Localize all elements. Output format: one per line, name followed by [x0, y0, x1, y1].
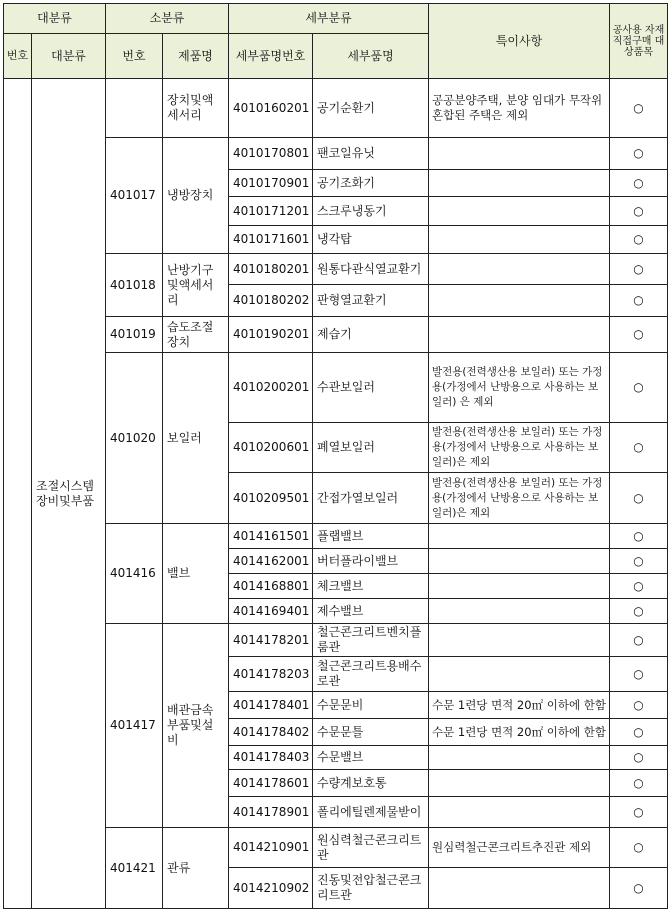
detail-name-cell: 간접가열보일러 [313, 473, 429, 524]
detail-code-cell: 4014210902 [229, 868, 313, 909]
remark-cell [429, 524, 610, 549]
purchase-mark-cell: ○ [610, 599, 668, 624]
purchase-mark-cell: ○ [610, 226, 668, 254]
purchase-mark-cell: ○ [610, 79, 668, 138]
remark-cell [429, 624, 610, 657]
minor-number-cell: 401017 [106, 138, 163, 254]
purchase-mark-cell: ○ [610, 657, 668, 692]
minor-group-header: 소분류 [106, 4, 229, 34]
detail-code-cell: 4014178201 [229, 624, 313, 657]
remark-cell: 발전용(전력생산용 보일러) 또는 가정용(가정에서 난방용으로 사용하는 보일러)은 제외 [429, 473, 610, 524]
minor-name-cell: 습도조절장치 [163, 317, 229, 353]
detail-code-cell: 4010170801 [229, 138, 313, 170]
detail-group-header: 세부분류 [229, 4, 429, 34]
purchase-mark-cell: ○ [610, 770, 668, 797]
detail-name-cell: 폐열보일러 [313, 423, 429, 473]
purchase-mark-cell: ○ [610, 868, 668, 909]
remark-cell [429, 599, 610, 624]
purchase-mark-cell: ○ [610, 254, 668, 285]
detail-name-cell: 스크루냉동기 [313, 197, 429, 226]
purchase-mark-cell: ○ [610, 524, 668, 549]
detail-name-cell: 버터플라이밸브 [313, 549, 429, 574]
purchase-mark-cell: ○ [610, 473, 668, 524]
minor-name-cell: 관류 [163, 828, 229, 909]
detail-number-header: 세부품명번호 [229, 34, 313, 79]
detail-name-cell: 폴리에틸렌제물받이 [313, 797, 429, 828]
minor-name-cell: 보일러 [163, 353, 229, 524]
detail-code-cell: 4010171601 [229, 226, 313, 254]
detail-name-cell: 공기순환기 [313, 79, 429, 138]
remark-cell [429, 657, 610, 692]
remark-cell [429, 797, 610, 828]
remark-cell [429, 317, 610, 353]
detail-code-cell: 4010200201 [229, 353, 313, 423]
detail-code-cell: 4010200601 [229, 423, 313, 473]
minor-number-cell [106, 79, 163, 138]
remark-cell: 발전용(전력생산용 보일러) 또는 가정용(가정에서 난방용으로 사용하는 보일러)은 제외 [429, 423, 610, 473]
detail-code-cell: 4014178601 [229, 770, 313, 797]
purchase-mark-cell: ○ [610, 317, 668, 353]
remark-cell [429, 226, 610, 254]
minor-name-cell: 냉방장치 [163, 138, 229, 254]
detail-code-cell: 4014178401 [229, 692, 313, 719]
major-name-header: 대분류 [32, 34, 106, 79]
detail-name-cell: 냉각탑 [313, 226, 429, 254]
detail-code-cell: 4010171201 [229, 197, 313, 226]
minor-number-cell: 401417 [106, 624, 163, 828]
group-name-cell: 조절시스템장비및부품 [32, 79, 106, 909]
purchase-mark-cell: ○ [610, 746, 668, 770]
remark-cell: 발전용(전력생산용 보일러) 또는 가정용(가정에서 난방용으로 사용하는 보일러) 은 제외 [429, 353, 610, 423]
minor-name-cell: 밸브 [163, 524, 229, 624]
detail-name-cell: 팬코일유닛 [313, 138, 429, 170]
detail-code-cell: 4014178402 [229, 719, 313, 746]
minor-number-cell: 401020 [106, 353, 163, 524]
detail-name-cell: 수문문틀 [313, 719, 429, 746]
detail-name-cell: 진동및전압철근콘크리트관 [313, 868, 429, 909]
minor-number-cell: 401421 [106, 828, 163, 909]
detail-code-cell: 4014162001 [229, 549, 313, 574]
detail-code-cell: 4010170901 [229, 170, 313, 197]
purchase-mark-cell: ○ [610, 624, 668, 657]
product-classification-sheet [3, 3, 668, 909]
detail-name-cell: 제수밸브 [313, 599, 429, 624]
remark-cell [429, 197, 610, 226]
detail-name-cell: 철근콘크리트벤치플룸관 [313, 624, 429, 657]
purchase-mark-cell: ○ [610, 797, 668, 828]
remark-cell [429, 170, 610, 197]
purchase-mark-cell: ○ [610, 719, 668, 746]
remark-cell: 공공분양주택, 분양 임대가 무작위 혼합된 주택은 제외 [429, 79, 610, 138]
detail-code-cell: 4014169401 [229, 599, 313, 624]
remark-cell [429, 138, 610, 170]
purchase-mark-cell: ○ [610, 423, 668, 473]
remark-cell [429, 549, 610, 574]
remark-cell [429, 746, 610, 770]
product-name-header: 제품명 [163, 34, 229, 79]
minor-number-cell: 401416 [106, 524, 163, 624]
purchase-mark-cell: ○ [610, 170, 668, 197]
purchase-mark-cell: ○ [610, 574, 668, 599]
header-row-top [4, 4, 668, 34]
detail-name-header: 세부품명 [313, 34, 429, 79]
purchase-mark-cell: ○ [610, 138, 668, 170]
detail-code-cell: 4010160201 [229, 79, 313, 138]
classification-table [3, 3, 668, 909]
minor-name-cell: 배관금속부품및설비 [163, 624, 229, 828]
remark-cell [429, 770, 610, 797]
detail-code-cell: 4010180202 [229, 285, 313, 317]
detail-name-cell: 수문밸브 [313, 746, 429, 770]
purchase-mark-cell: ○ [610, 549, 668, 574]
minor-number-cell: 401019 [106, 317, 163, 353]
detail-name-cell: 제습기 [313, 317, 429, 353]
number-header: 번호 [4, 34, 32, 79]
remark-cell [429, 285, 610, 317]
remarks-header: 특이사항 [429, 4, 610, 79]
minor-name-cell: 장치및액세서리 [163, 79, 229, 138]
detail-code-cell: 4010180201 [229, 254, 313, 285]
group-number-cell [4, 79, 32, 909]
remark-cell [429, 574, 610, 599]
detail-name-cell: 철근콘크리트용배수로관 [313, 657, 429, 692]
purchase-mark-cell: ○ [610, 353, 668, 423]
detail-code-cell: 4014210901 [229, 828, 313, 868]
purchase-mark-cell: ○ [610, 285, 668, 317]
detail-name-cell: 원통다관식열교환기 [313, 254, 429, 285]
detail-name-cell: 플랩밸브 [313, 524, 429, 549]
minor-name-cell: 난방기구및액세서리 [163, 254, 229, 317]
detail-code-cell: 4014161501 [229, 524, 313, 549]
detail-name-cell: 판형열교환기 [313, 285, 429, 317]
major-group-header: 대분류 [4, 4, 106, 34]
direct-purchase-header: 공사용 자재 직접구매 대상품목 [610, 4, 668, 79]
purchase-mark-cell: ○ [610, 692, 668, 719]
detail-code-cell: 4010209501 [229, 473, 313, 524]
detail-name-cell: 수문문비 [313, 692, 429, 719]
purchase-mark-cell: ○ [610, 828, 668, 868]
remark-cell [429, 868, 610, 909]
detail-name-cell: 원심력철근콘크리트관 [313, 828, 429, 868]
detail-code-cell: 4014178203 [229, 657, 313, 692]
detail-code-cell: 4014178403 [229, 746, 313, 770]
remark-cell: 수문 1련당 면적 20㎡ 이하에 한함 [429, 719, 610, 746]
detail-code-cell: 4014168801 [229, 574, 313, 599]
detail-name-cell: 체크밸브 [313, 574, 429, 599]
remark-cell: 원심력철근콘크리트추진관 제외 [429, 828, 610, 868]
detail-name-cell: 공기조화기 [313, 170, 429, 197]
minor-number-cell: 401018 [106, 254, 163, 317]
detail-code-cell: 4010190201 [229, 317, 313, 353]
detail-name-cell: 수량계보호통 [313, 770, 429, 797]
remark-cell [429, 254, 610, 285]
detail-name-cell: 수관보일러 [313, 353, 429, 423]
table-row [4, 79, 668, 138]
purchase-mark-cell: ○ [610, 197, 668, 226]
minor-number-header: 번호 [106, 34, 163, 79]
detail-code-cell: 4014178901 [229, 797, 313, 828]
remark-cell: 수문 1련당 면적 20㎡ 이하에 한함 [429, 692, 610, 719]
